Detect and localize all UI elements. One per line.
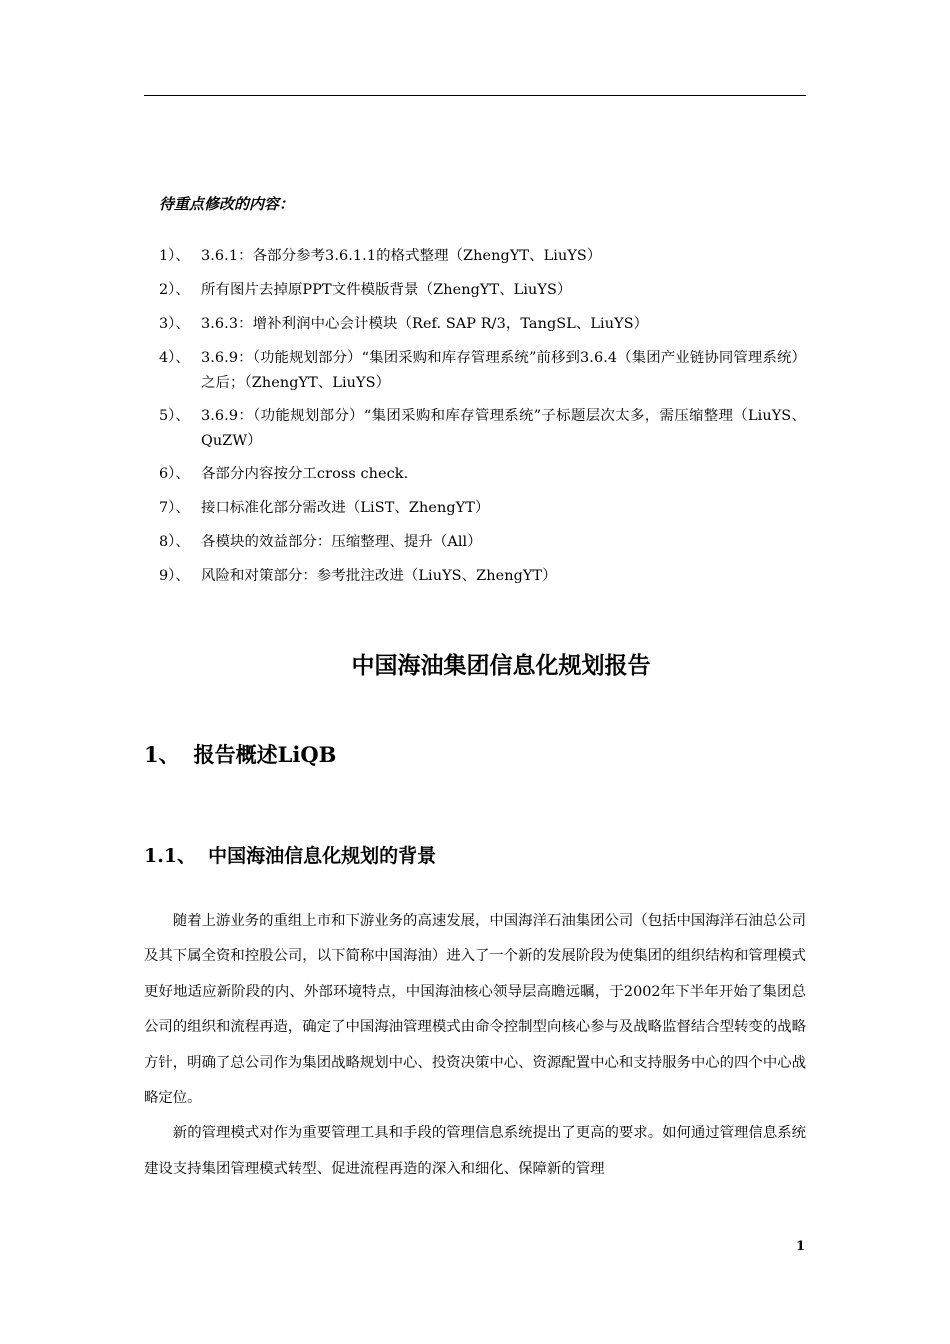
header-rule: [144, 95, 806, 96]
paragraph: 随着上游业务的重组上市和下游业务的高速发展，中国海洋石油集团公司（包括中国海洋石油总公司及其下属全资和控股公司，以下简称中国海油）进入了一个新的发展阶段为使集团的组织结构和管理模式更好地适应新阶段的内、外部环境特点，中国海油核心领导层高瞻远瞩，于2002年下半年开始了集团总公司的组织和流程再造，确定了中国海油管理模式由命令控制型向核心参与及战略监督结合型转变的战略方针，明确了总公司作为集团战略规划中心、投资决策中心、资源配置中心和支持服务中心的四个中心战略定位。: [144, 913, 806, 1107]
list-item-number: 1）、: [159, 248, 190, 264]
section-title: 报告概述LiQB: [193, 742, 337, 767]
list-item-number: 8）、: [159, 534, 190, 550]
list-item: [159, 462, 806, 487]
list-item-text: 各模块的效益部分：压缩整理、提升（All）: [201, 534, 482, 550]
list-item: [159, 312, 806, 337]
list-item: [159, 404, 806, 454]
list-item-text: 3.6.1：各部分参考3.6.1.1的格式整理（ZhengYT、LiuYS）: [201, 248, 602, 264]
page-number: 1: [796, 1239, 806, 1254]
list-item-number: 3）、: [159, 316, 190, 332]
section-title: 中国海油信息化规划的背景: [208, 845, 437, 867]
section-heading-1-1: [144, 842, 436, 870]
list-item: [159, 244, 806, 269]
list-item-text: 3.6.3：增补利润中心会计模块（Ref. SAP R/3，TangSL、LiuYS）: [201, 316, 649, 332]
list-item-text: 风险和对策部分：参考批注改进（LiuYS、ZhengYT）: [201, 568, 557, 584]
section-heading-1: [144, 739, 336, 771]
list-item: [159, 564, 806, 589]
list-item-text: 3.6.9：（功能规划部分）“集团采购和库存管理系统”子标题层次太多，需压缩整理（LiuYS、QuZW）: [201, 408, 806, 449]
list-item-text: 各部分内容按分工cross check.: [201, 466, 409, 482]
list-item-text: 3.6.9：（功能规划部分）“集团采购和库存管理系统”前移到3.6.4（集团产业链协同管理系统）之后；（ZhengYT、LiuYS）: [201, 350, 806, 391]
section-number: 1、: [144, 742, 180, 767]
body-text: [144, 904, 806, 1187]
list-item-number: 7）、: [159, 500, 190, 516]
revision-notes-heading: 待重点修改的内容：: [159, 195, 295, 213]
list-item-number: 2）、: [159, 282, 190, 298]
list-item: [159, 346, 806, 396]
list-item: [159, 496, 806, 521]
section-number: 1.1、: [144, 845, 197, 867]
revision-notes-list: [159, 244, 806, 598]
list-item-number: 5）、: [159, 408, 190, 424]
report-title: 中国海油集团信息化规划报告: [351, 653, 651, 679]
list-item-number: 6）、: [159, 466, 190, 482]
list-item-text: 接口标准化部分需改进（LiST、ZhengYT）: [201, 500, 490, 516]
list-item-number: 4）、: [159, 350, 190, 366]
list-item-number: 9）、: [159, 568, 190, 584]
list-item-text: 所有图片去掉原PPT文件模版背景（ZhengYT、LiuYS）: [201, 282, 572, 298]
paragraph: 新的管理模式对作为重要管理工具和手段的管理信息系统提出了更高的要求。如何通过管理信息系统建设支持集团管理模式转型、促进流程再造的深入和细化、保障新的管理: [144, 1125, 806, 1177]
list-item: [159, 278, 806, 303]
list-item: [159, 530, 806, 555]
